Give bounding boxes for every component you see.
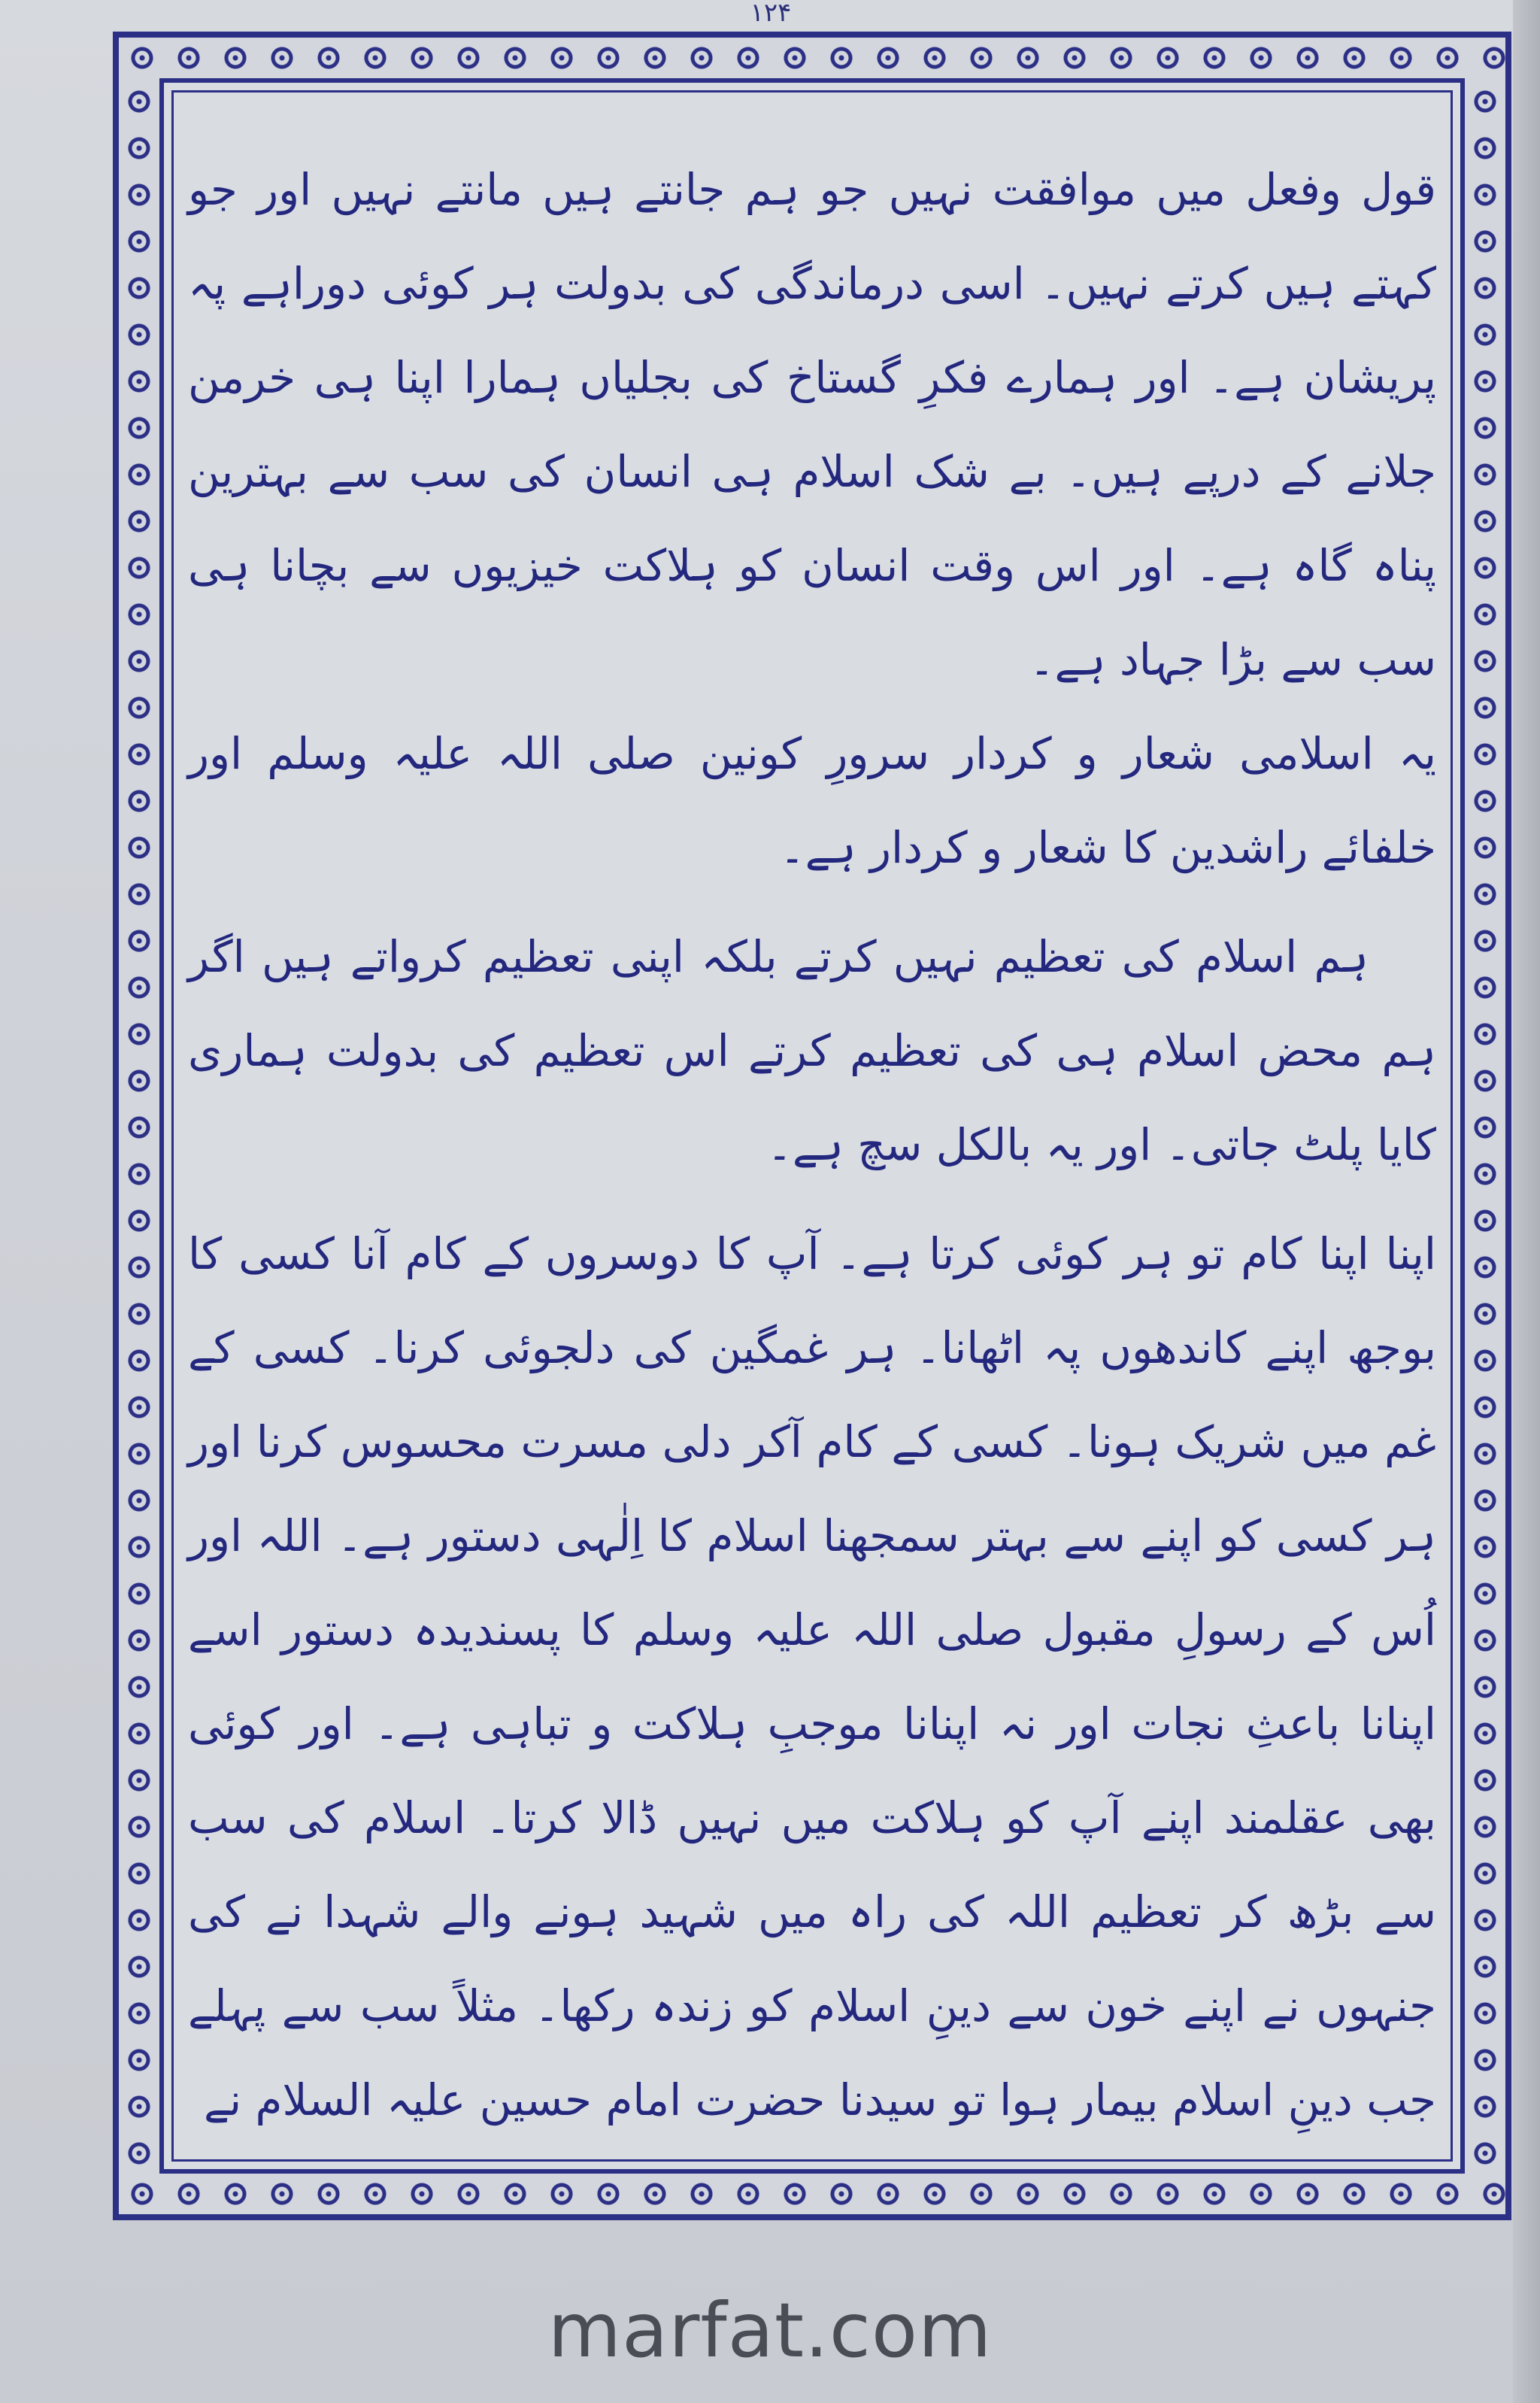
ornament-border-top	[119, 38, 1505, 78]
page-number: ۱۲۴	[750, 0, 792, 28]
paragraph-2: یہ اسلامی شعار و کردار سرورِ کونین صلی اللہ علیہ وسلم اور خلفائے راشدین کا شعار و کردار ہے۔	[188, 728, 1436, 873]
watermark: marfat.com	[547, 2286, 993, 2374]
paragraph-3: ہم اسلام کی تعظیم نہیں کرتے بلکہ اپنی تعظیم کرواتے ہیں اگر ہم محض اسلام ہی کی تعظیم کرتے اس تعظیم کی بدولت ہماری کایا پلٹ جاتی۔ اور یہ بالکل سچ ہے۔	[188, 931, 1436, 1170]
paragraph-4: اپنا اپنا کام تو ہر کوئی کرتا ہے۔ آپ کا دوسروں کے کام آنا کسی کا بوجھ اپنے کاندھوں پہ اٹھانا۔ ہر غمگین کی دلجوئی کرنا۔ کسی کے غم میں شریک ہونا۔ کسی کے کام آکر دلی مسرت محسوس کرنا اور ہر کسی کو اپنے سے بہتر سمجھنا اسلام کا اِلٰہی دستور ہے۔ اللہ اور اُس کے رسولِ مقبول صلی اللہ علیہ وسلم کا پسندیدہ دستور اسے اپنانا باعثِ نجات اور نہ اپنانا موجبِ ہلاکت و تباہی ہے۔ اور کوئی بھی عقلمند اپنے آپ کو ہلاکت میں نہیں ڈالا کرتا۔ اسلام کی سب سے بڑھ کر تعظیم اللہ کی راہ میں شہید ہونے والے شہدا نے کی جنہوں نے اپنے خون سے دینِ اسلام کو زندہ رکھا۔ مثلاً سب سے پہلے جب دینِ اسلام بیمار ہوا تو سیدنا حضرت امام حسین علیہ السلام نے	[188, 1228, 1436, 2125]
paragraph-1: قول وفعل میں موافقت نہیں جو ہم جانتے ہیں مانتے نہیں اور جو کہتے ہیں کرتے نہیں۔ اسی درماندگی کی بدولت ہر کوئی دوراہے پہ پریشان ہے۔ اور ہمارے فکرِ گستاخ کی بجلیاں ہمارا اپنا ہی خرمن جلانے کے درپے ہیں۔ بے شک اسلام ہی انسان کی سب سے بہترین پناہ گاہ ہے۔ اور اس وقت انسان کو ہلاکت خیزیوں سے بچانا ہی سب سے بڑا جہاد ہے۔	[188, 164, 1436, 685]
urdu-text-body	[188, 143, 1436, 2147]
ornament-border-left	[119, 78, 159, 2174]
ornament-border-right	[1465, 78, 1505, 2174]
ornament-border-bottom	[119, 2174, 1505, 2214]
page-edge	[1513, 0, 1540, 2403]
